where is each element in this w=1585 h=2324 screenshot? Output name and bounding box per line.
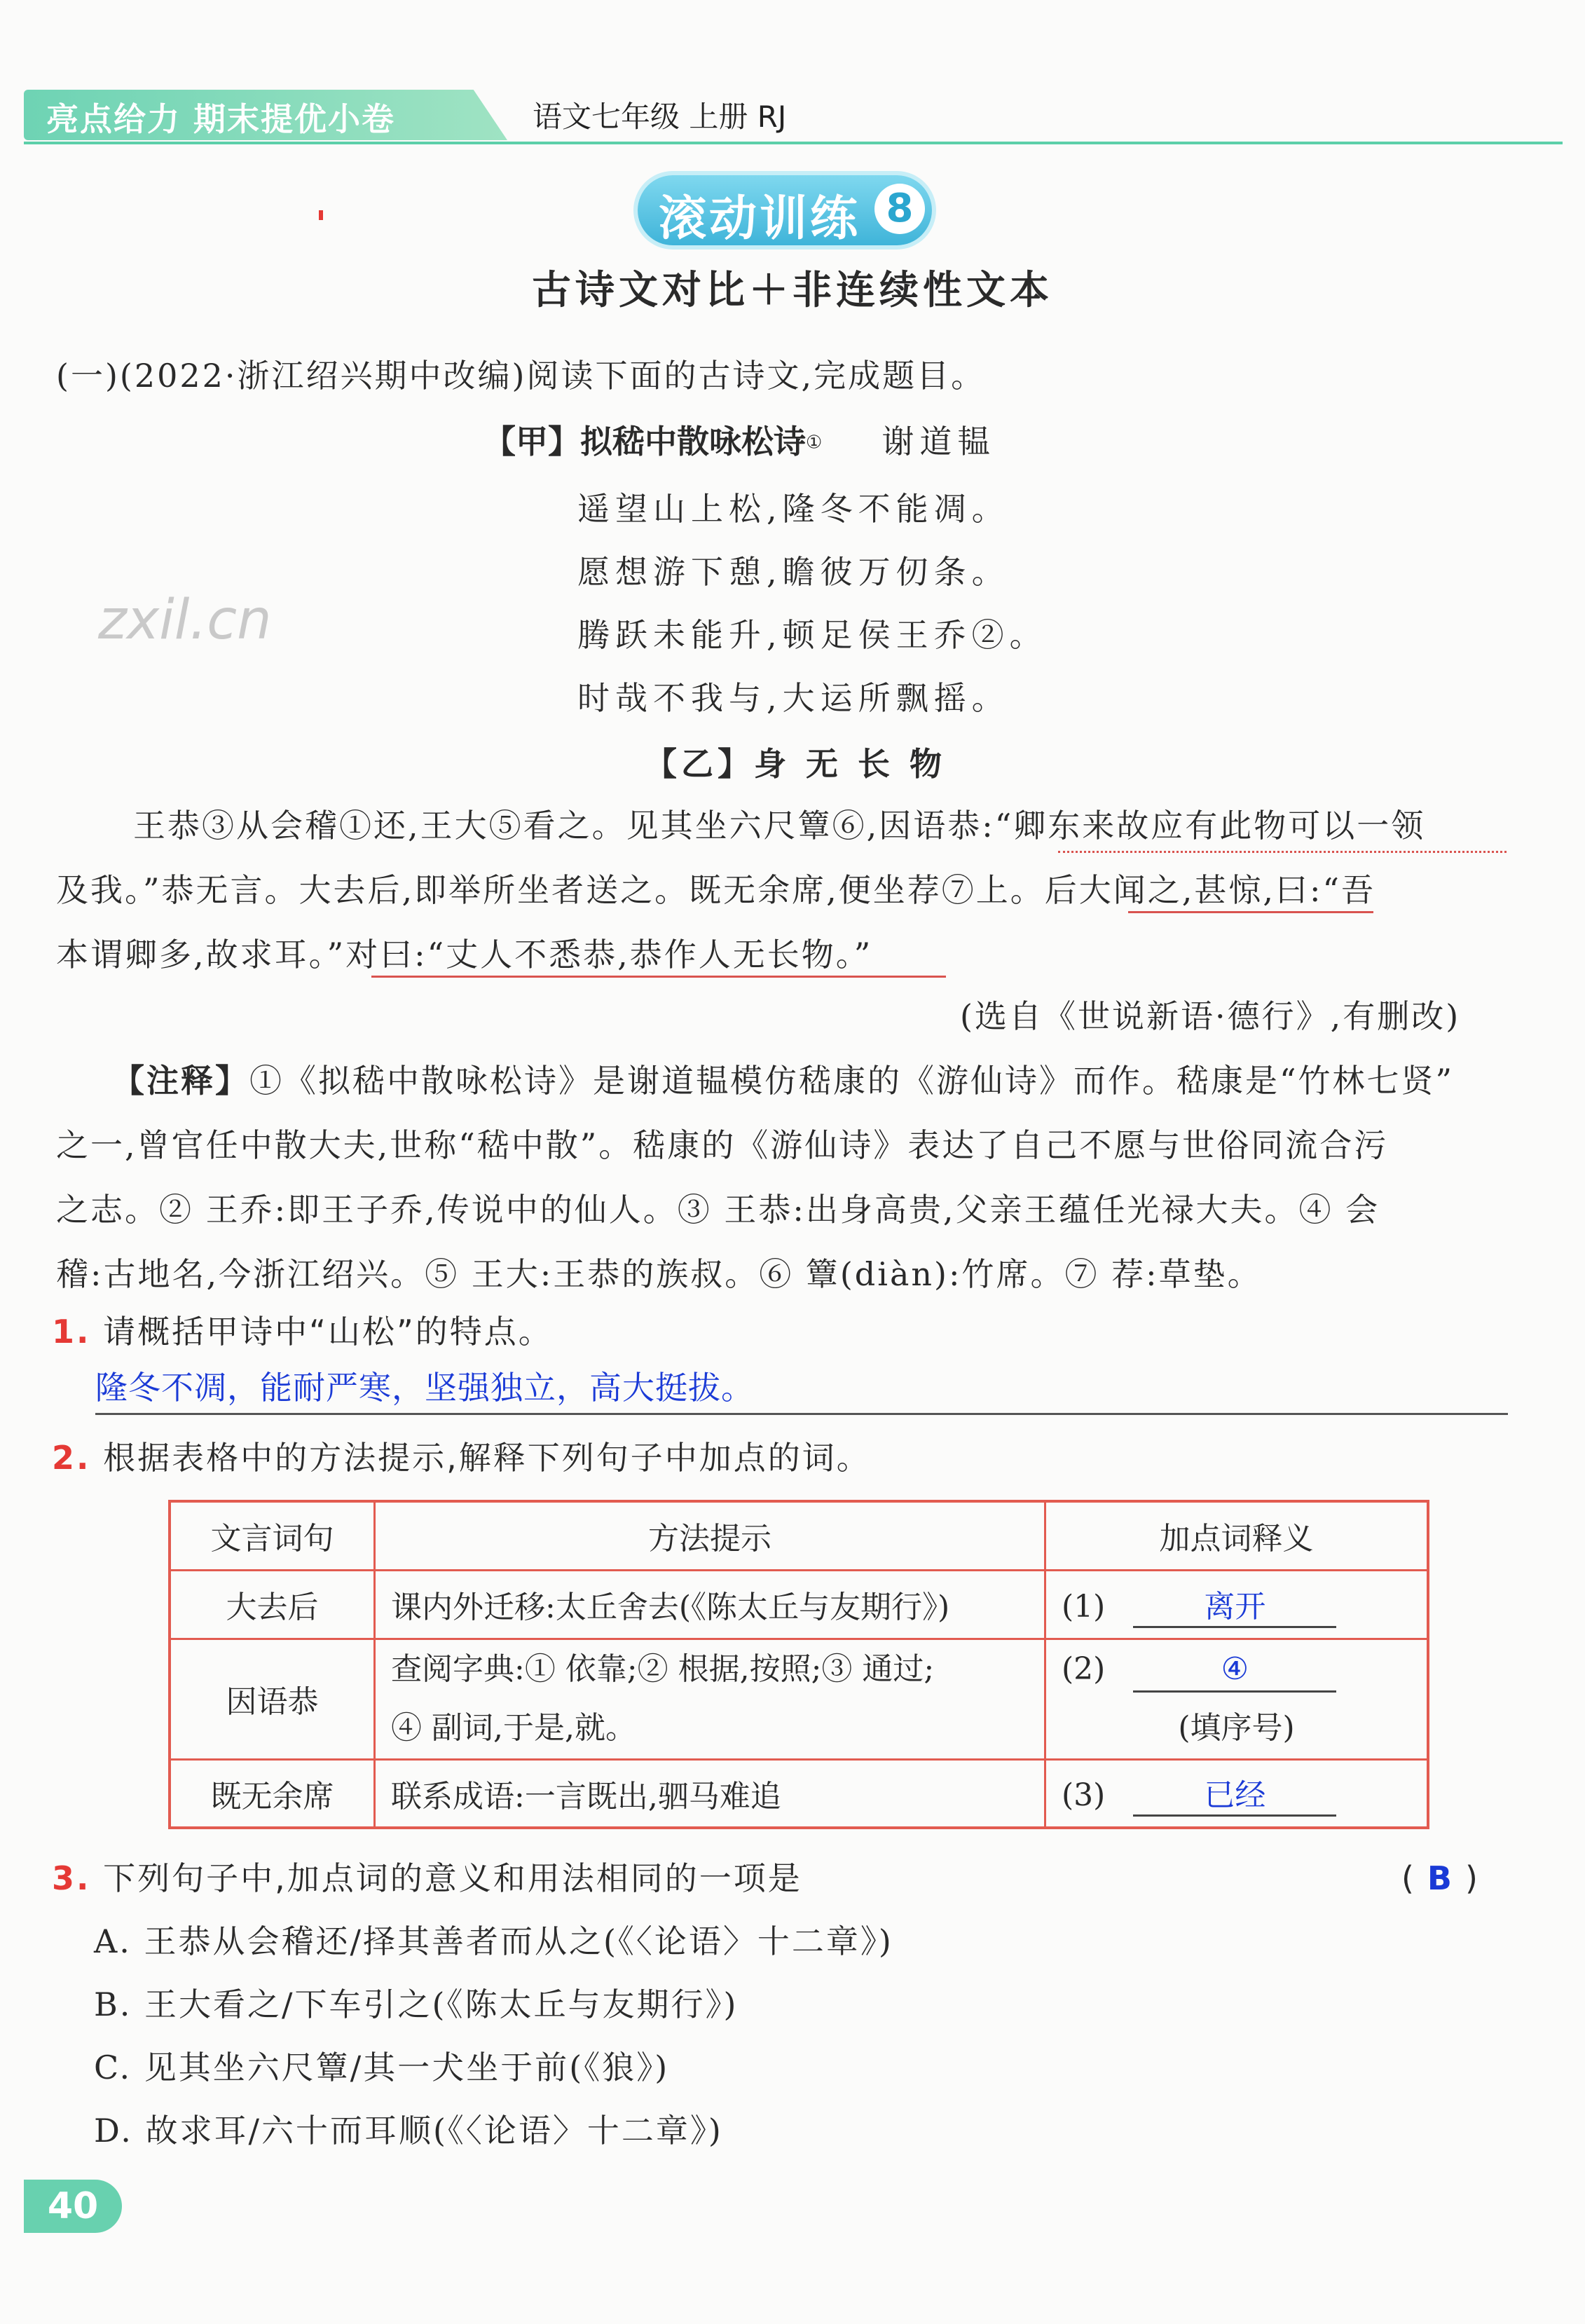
row3-idx: (3)	[1062, 1777, 1106, 1814]
question-1	[52, 1311, 553, 1353]
table-row	[170, 1759, 1428, 1828]
q3-option-b: B. 王大看之/下车引之(《陈太丘与友期行》)	[94, 1985, 739, 2023]
notes-text-1: ①《拟嵇中散咏松诗》是谢道韫模仿嵇康的《游仙诗》而作。嵇康是“竹林七贤”	[249, 1062, 1455, 1100]
q1-answer-line	[95, 1413, 1508, 1415]
row3-hint: 联系成语:一言既出,驷马难追	[375, 1759, 1045, 1828]
row2-phrase: 因语恭	[170, 1639, 375, 1759]
q1-number: 1.	[52, 1313, 91, 1351]
poem-line-4: 时哉不我与,大运所飘摇。	[577, 679, 1010, 717]
question-3	[52, 1857, 802, 1899]
notes-line-1	[112, 1060, 1454, 1102]
row2-hint-cell	[375, 1639, 1045, 1759]
row1-answer[interactable]: 离开	[1133, 1581, 1336, 1628]
q1-text: 请概括甲诗中“山松”的特点。	[103, 1313, 553, 1351]
poem-heading	[483, 416, 995, 463]
header-subject: 语文七年级 上册 RJ	[533, 100, 787, 134]
row2-extra: (填序号)	[1178, 1710, 1295, 1746]
th-phrase: 文言词句	[170, 1501, 375, 1570]
poem-title: 【甲】拟嵇中散咏松诗	[483, 423, 806, 460]
q3-answer[interactable]: B	[1427, 1859, 1454, 1897]
badge-number: 8	[874, 184, 925, 234]
row1-phrase: 大去后	[170, 1570, 375, 1639]
q3-number: 3.	[52, 1859, 91, 1897]
header-divider	[24, 142, 1563, 144]
table-row	[170, 1639, 1428, 1759]
q2-number: 2.	[52, 1439, 91, 1477]
question-2	[52, 1437, 871, 1479]
red-underline	[1128, 911, 1373, 913]
poem-line-2: 愿想游下憩,瞻彼万仞条。	[577, 553, 1010, 591]
row2-answer-cell	[1045, 1639, 1429, 1759]
prose-line-3: 本谓卿多,故求耳。”对曰:“丈人不悉恭,恭作人无长物。”	[56, 936, 873, 973]
notes-line-4: 稽:古地名,今浙江绍兴。⑤ 王大:王恭的族叔。⑥ 簟(diàn):竹席。⑦ 荐:草垫。	[56, 1255, 1262, 1293]
poem-note: ①	[806, 432, 823, 453]
watermark: zxil.cn	[98, 589, 272, 652]
table-row	[170, 1570, 1428, 1639]
q3-option-c: C. 见其坐六尺簟/其一犬坐于前(《狼》)	[94, 2049, 670, 2086]
row1-answer-cell	[1045, 1570, 1429, 1639]
row1-idx: (1)	[1062, 1588, 1106, 1625]
notes-label: 【注释】	[112, 1062, 249, 1100]
table-header-row	[170, 1501, 1428, 1570]
q3-bracket-close: )	[1464, 1859, 1480, 1897]
method-table	[168, 1500, 1429, 1829]
poem-author: 谢道韫	[881, 423, 996, 460]
prose-line-1: 王恭③从会稽①还,王大⑤看之。见其坐六尺簟⑥,因语恭:“卿东来故应有此物可以一领	[133, 807, 1426, 845]
badge-label: 滚动训练	[659, 191, 861, 247]
row2-answer[interactable]: ④	[1133, 1648, 1336, 1693]
red-mark	[319, 210, 323, 220]
prose-title: 【乙】身 无 长 物	[645, 745, 947, 783]
notes-line-2: 之一,曾官任中散大夫,世称“嵇中散”。嵇康的《游仙诗》表达了自己不愿与世俗同流合污	[56, 1126, 1389, 1164]
prose-source: (选自《世说新语·德行》,有删改)	[960, 997, 1461, 1035]
page-number: 40	[24, 2180, 122, 2233]
section-intro: (一)(2022·浙江绍兴期中改编)阅读下面的古诗文,完成题目。	[56, 357, 986, 395]
row2-hint: 查阅字典:① 依靠;② 根据,按照;③ 通过;	[391, 1651, 935, 1687]
q3-answer-bracket	[1401, 1857, 1480, 1899]
q3-option-a: A. 王恭从会稽还/择其善者而从之(《〈论语〉十二章》)	[94, 1922, 893, 1960]
q3-bracket-open: (	[1401, 1859, 1416, 1897]
red-underline-2	[371, 976, 946, 978]
row2-idx: (2)	[1062, 1651, 1106, 1687]
notes-line-3: 之志。② 王乔:即王子乔,传说中的仙人。③ 王恭:出身高贵,父亲王蕴任光禄大夫。④ 会	[56, 1191, 1380, 1229]
q2-text: 根据表格中的方法提示,解释下列句子中加点的词。	[103, 1439, 871, 1477]
row3-answer[interactable]: 已经	[1133, 1770, 1336, 1817]
wavy-underline	[1058, 847, 1507, 853]
th-meaning: 加点词释义	[1045, 1501, 1429, 1570]
row3-phrase: 既无余席	[170, 1759, 375, 1828]
q3-option-d: D. 故求耳/六十而耳顺(《〈论语〉十二章》)	[94, 2112, 723, 2149]
header-brand: 亮点给力 期末提优小卷	[46, 100, 396, 138]
poem-line-3: 腾跃未能升,顿足侯王乔②。	[577, 616, 1048, 654]
row2-hint-2: ④ 副词,于是,就。	[391, 1710, 636, 1746]
page-subtitle: 古诗文对比＋非连续性文本	[532, 267, 1053, 313]
row1-hint: 课内外迁移:太丘舍去(《陈太丘与友期行》)	[375, 1570, 1045, 1639]
row3-answer-cell	[1045, 1759, 1429, 1828]
q3-text: 下列句子中,加点词的意义和用法相同的一项是	[103, 1859, 802, 1897]
prose-line-2: 及我。”恭无言。大去后,即举所坐者送之。既无余席,便坐荐⑦上。后大闻之,甚惊,曰:“吾	[56, 871, 1376, 909]
q1-answer[interactable]: 隆冬不凋，能耐严寒，坚强独立，高大挺拔。	[95, 1369, 754, 1407]
poem-line-1: 遥望山上松,隆冬不能凋。	[577, 490, 1010, 528]
th-hint: 方法提示	[375, 1501, 1045, 1570]
